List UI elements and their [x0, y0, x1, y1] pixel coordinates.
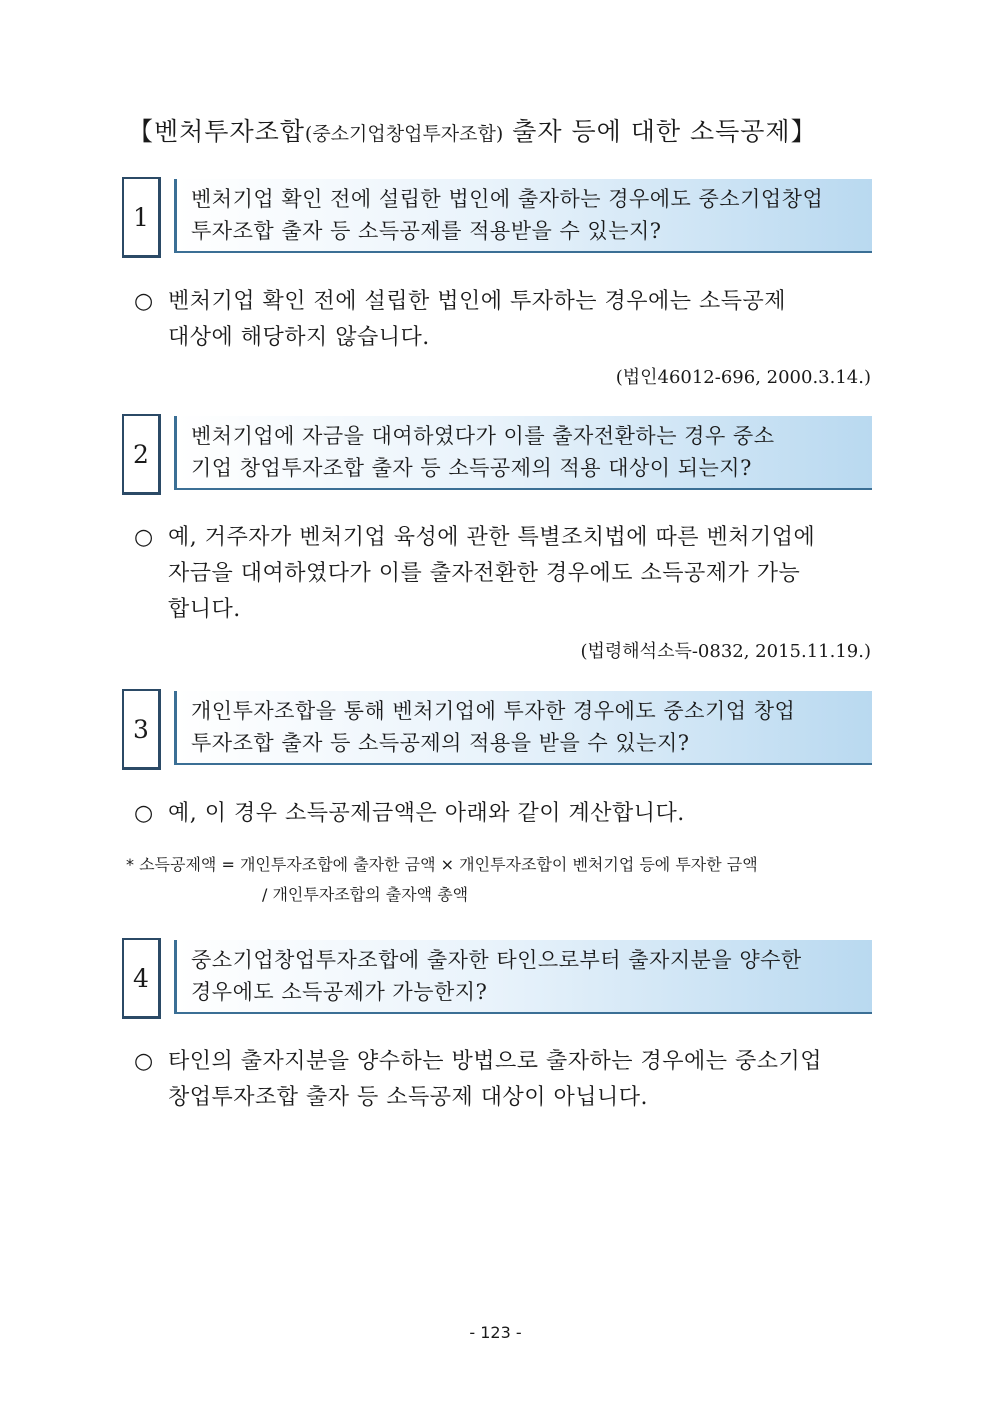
bullet-circle: ○	[134, 289, 154, 314]
answer-line: ○ 타인의 출자지분을 양수하는 방법으로 출자하는 경우에는 중소기업	[134, 1044, 874, 1080]
answer-1	[134, 284, 874, 356]
question-line: 기업 창업투자조합 출자 등 소득공제의 적용 대상이 되는지?	[191, 456, 752, 480]
question-block-2	[122, 414, 874, 494]
bullet-circle: ○	[134, 1049, 154, 1074]
question-line: 경우에도 소득공제가 가능한지?	[191, 980, 488, 1004]
question-line: 투자조합 출자 등 소득공제를 적용받을 수 있는지?	[191, 219, 662, 243]
answer-3	[134, 796, 874, 832]
title-main: 【벤처투자조합	[128, 117, 305, 146]
question-box	[174, 179, 872, 253]
question-block-1	[122, 177, 874, 257]
question-box	[174, 940, 872, 1014]
answer-line: ○ 예, 거주자가 벤처기업 육성에 관한 특별조치법에 따른 벤처기업에	[134, 520, 874, 556]
reference-2: (법령해석소득-0832, 2015.11.19.)	[580, 641, 871, 662]
question-box	[174, 691, 872, 765]
answer-4	[134, 1044, 874, 1116]
answer-line: 창업투자조합 출자 등 소득공제 대상이 아닙니다.	[168, 1085, 649, 1110]
question-block-3	[122, 689, 874, 769]
answer-line: ○ 벤처기업 확인 전에 설립한 법인에 투자하는 경우에는 소득공제	[134, 284, 874, 320]
question-box	[174, 416, 872, 490]
reference-1: (법인46012-696, 2000.3.14.)	[615, 367, 871, 388]
question-line: 개인투자조합을 통해 벤처기업에 투자한 경우에도 중소기업 창업	[191, 699, 796, 723]
answer-line: ○ 예, 이 경우 소득공제금액은 아래와 같이 계산합니다.	[134, 796, 874, 832]
question-number: 3	[122, 689, 161, 770]
question-number: 1	[122, 177, 161, 258]
answer-line: 합니다.	[168, 597, 241, 622]
formula-note	[126, 850, 876, 910]
page-title	[128, 112, 878, 148]
note-line: / 개인투자조합의 출자액 총액	[262, 885, 469, 904]
bullet-circle: ○	[134, 525, 154, 550]
title-rest: 출자 등에 대한 소득공제】	[503, 117, 817, 146]
question-line: 벤처기업 확인 전에 설립한 법인에 출자하는 경우에도 중소기업창업	[191, 187, 824, 211]
question-line: 중소기업창업투자조합에 출자한 타인으로부터 출자지분을 양수한	[191, 948, 802, 972]
answer-line: 자금을 대여하였다가 이를 출자전환한 경우에도 소득공제가 가능	[168, 561, 801, 586]
note-line: * 소득공제액 = 개인투자조합에 출자한 금액 × 개인투자조합이 벤처기업 등에 투자한 금액	[126, 855, 758, 874]
page-number: - 123 -	[469, 1323, 522, 1342]
answer-2	[134, 520, 874, 628]
bullet-circle: ○	[134, 801, 154, 826]
title-sub: (중소기업창업투자조합)	[304, 123, 504, 145]
question-line: 투자조합 출자 등 소득공제의 적용을 받을 수 있는지?	[191, 731, 690, 755]
question-number: 2	[122, 414, 161, 495]
question-line: 벤처기업에 자금을 대여하였다가 이를 출자전환하는 경우 중소	[191, 424, 775, 448]
question-block-4	[122, 938, 874, 1018]
question-number: 4	[122, 938, 161, 1019]
answer-line: 대상에 해당하지 않습니다.	[168, 325, 430, 350]
